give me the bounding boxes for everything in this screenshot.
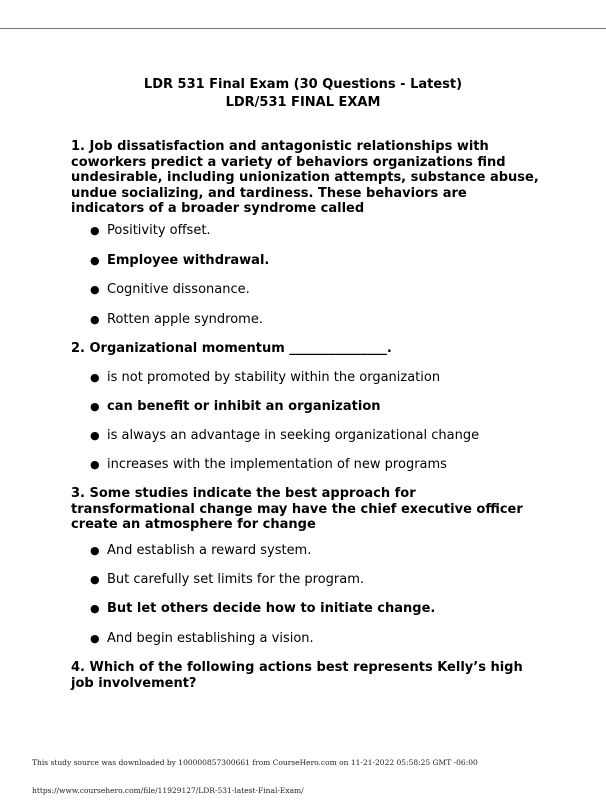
option-text: And begin establishing a vision.	[107, 631, 314, 646]
question-4: 4. Which of the following actions best represents Kelly’s high job involvement?	[71, 660, 523, 691]
option-text: is always an advantage in seeking organizational change	[107, 428, 480, 443]
option-q3-a	[90, 542, 567, 560]
option-text: And establish a reward system.	[107, 543, 312, 558]
bullet-icon: ●	[90, 632, 100, 645]
bullet-icon: ●	[90, 283, 100, 296]
option-q2-d	[90, 456, 567, 474]
option-q2-a	[90, 369, 567, 387]
option-q1-a	[90, 222, 567, 240]
document-subtitle: LDR/531 FINAL EXAM	[225, 95, 381, 110]
option-text: Cognitive dissonance.	[107, 282, 250, 297]
bullet-icon: ●	[90, 458, 100, 471]
bullet-icon: ●	[90, 313, 100, 326]
option-text: But let others decide how to initiate change.	[107, 601, 436, 616]
download-notice: This study source was downloaded by 100000857300661 from CourseHero.com on 11-21-2022 05:58:25 GMT -06:00	[32, 758, 478, 767]
bullet-icon: ●	[90, 602, 100, 615]
question-2: 2. Organizational momentum _______________.	[71, 341, 392, 356]
bullet-icon: ●	[90, 544, 100, 557]
bullet-icon: ●	[90, 254, 100, 267]
option-text: Rotten apple syndrome.	[107, 312, 263, 327]
option-q3-b	[90, 571, 567, 589]
option-q1-c	[90, 281, 567, 299]
option-text: Employee withdrawal.	[107, 253, 270, 268]
option-q1-b	[90, 252, 567, 270]
option-text: is not promoted by stability within the organization	[107, 370, 441, 385]
bullet-icon: ●	[90, 224, 100, 237]
option-text: increases with the implementation of new programs	[107, 457, 447, 472]
question-3: 3. Some studies indicate the best approach for transformational change may have the chief executive officer create an atmosphere for change	[71, 486, 523, 532]
option-text: But carefully set limits for the program.	[107, 572, 365, 587]
question-1: 1. Job dissatisfaction and antagonistic relationships with coworkers predict a variety of behaviors organizations find undesirable, including unionization attempts, substance abuse, undue socializing, and tardiness. These behaviors are indicators of a broader syndrome called	[71, 139, 539, 216]
option-q1-d	[90, 311, 567, 329]
option-q3-c	[90, 600, 567, 618]
option-q3-d	[90, 630, 567, 648]
bullet-icon: ●	[90, 400, 100, 413]
top-divider	[0, 28, 606, 29]
option-q2-b	[90, 398, 567, 416]
bullet-icon: ●	[90, 429, 100, 442]
document-title: LDR 531 Final Exam (30 Questions - Latest)	[143, 77, 463, 92]
source-url: https://www.coursehero.com/file/11929127/LDR-531-latest-Final-Exam/	[32, 786, 304, 795]
option-q2-c	[90, 427, 567, 445]
bullet-icon: ●	[90, 573, 100, 586]
option-text: Positivity offset.	[107, 223, 211, 238]
option-text: can benefit or inhibit an organization	[107, 399, 381, 414]
bullet-icon: ●	[90, 371, 100, 384]
